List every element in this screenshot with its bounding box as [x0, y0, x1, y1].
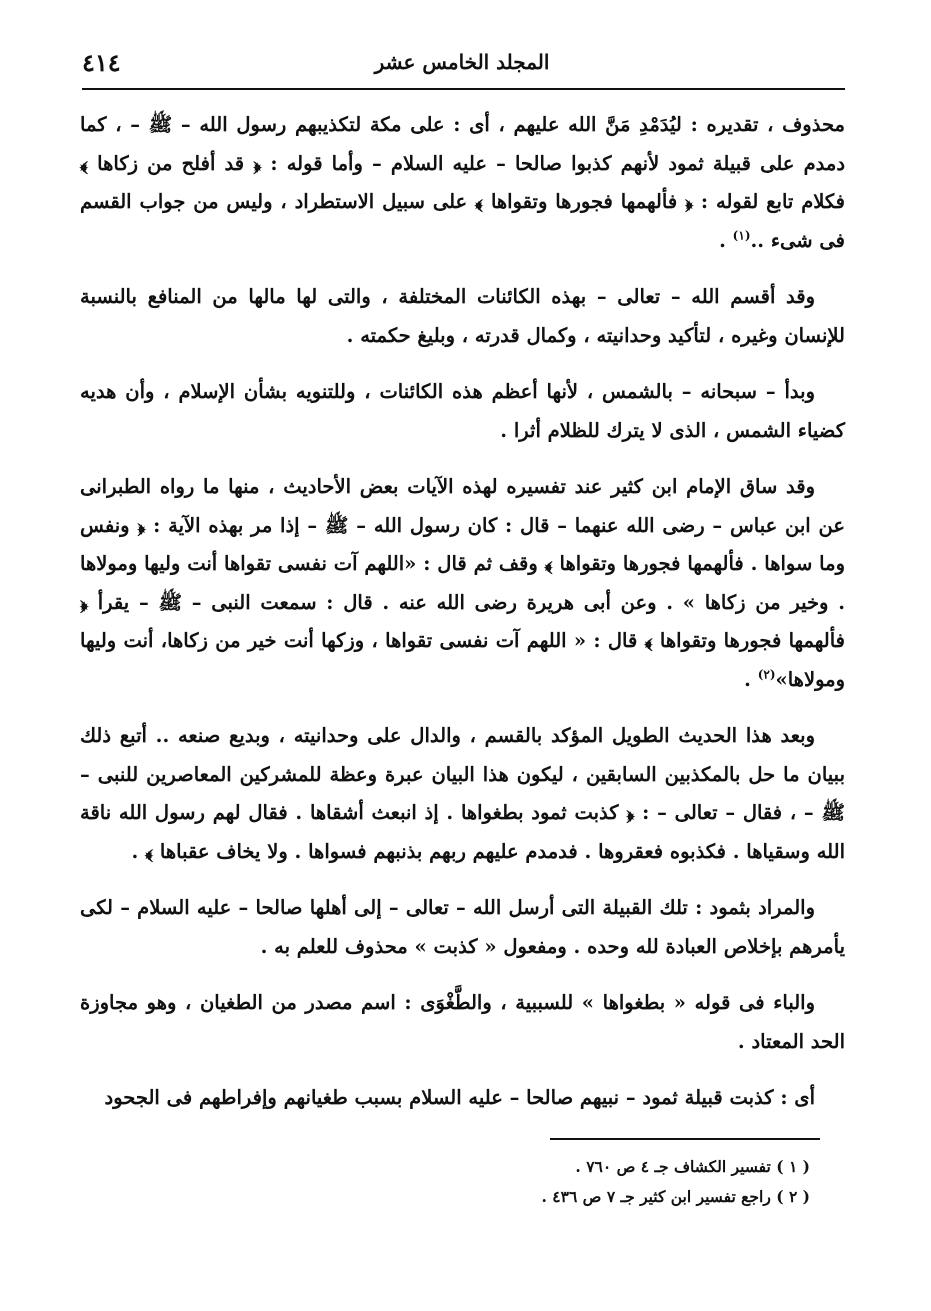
- paragraph-6: والمراد بثمود : تلك القبيلة التى أرسل الله – تعالى – إلى أهلها صالحا – عليه السلام – لكى يأمرهم بإخلاص العبادة لله وحده . ومفعول « كذبت » محذوف للعلم به .: [80, 896, 845, 958]
- header-rule: [82, 88, 845, 90]
- footnote-ref-2: (٢): [757, 667, 776, 681]
- page-header: [82, 44, 842, 86]
- paragraph-4: وقد ساق الإمام ابن كثير عند تفسيره لهذه الآيات بعض الأحاديث ، منها ما رواه الطبرانى عن ابن عباس – رضى الله عنهما – قال : كان رسول الله – ﷺ – إذا مر بهذه الآية : ﴿ ونفس وما سواها . فألهمها فجورها وتقواها ﴾ وقف ثم قال : «اللهم آت نفسى تقواها أنت وليها ومولاها . وخير من زكاها » . وعن أبى هريرة رضى الله عنه . قال : سمعت النبى – ﷺ – يقرأ ﴿ فألهمها فجورها وتقواها ﴾ قال : « اللهم آت نفسى تقواها ، وزكها أنت خير من زكاها، أنت وليها ومولاها»$^{(٢)}$ .: [80, 475, 845, 691]
- running-title: المجلد الخامس عشر: [374, 50, 550, 74]
- paragraph-7: والباء فى قوله « بطغواها » للسببية ، والطَّغْوَى : اسم مصدر من الطغيان ، وهو مجاوزة الحد المعتاد .: [80, 991, 845, 1053]
- paragraph-8: أى : كذبت قبيلة ثمود – نبيهم صالحا – عليه السلام بسبب طغيانهم وإفراطهم فى الجحود: [104, 1086, 815, 1109]
- paragraph-1: محذوف ، تقديره : ليُدَمْدِ مَنَّ الله عليهم ، أى : على مكة لتكذيبهم رسول الله – ﷺ – ، كما دمدم على قبيلة ثمود لأنهم كذبوا صالحا – عليه السلام – وأما قوله : ﴿ قد أفلح من زكاها ﴾ فكلام تابع لقوله : ﴿ فألهمها فجورها وتقواها ﴾ على سبيل الاستطراد ، وليس من جواب القسم فى شىء ..$^{(١)}$ .: [80, 113, 846, 252]
- footnote-rule: [550, 1138, 820, 1140]
- footnotes: [380, 1152, 810, 1212]
- paragraph-2: وقد أقسم الله – تعالى – بهذه الكائنات المختلفة ، والتى لها مالها من المنافع بالنسبة للإنسان وغيره ، لتأكيد وحدانيته ، وكمال قدرته ، وبليغ حكمته .: [80, 285, 845, 347]
- paragraph-4-text: وقد ساق الإمام ابن كثير عند تفسيره لهذه الآيات بعض الأحاديث ، منها ما رواه الطبرانى عن ابن عباس – رضى الله عنهما – قال : كان رسول الله – ﷺ – إذا مر بهذه الآية : ﴿ ونفس وما سواها . فألهمها فجورها وتقواها ﴾ وقف ثم قال : «اللهم آت نفسى تقواها أنت وليها ومولاها . وخير من زكاها » . وعن أبى هريرة رضى الله عنه . قال : سمعت النبى – ﷺ – يقرأ ﴿ فألهمها فجورها وتقواها ﴾ قال : « اللهم آت نفسى تقواها ، وزكها أنت خير من زكاها، أنت وليها ومولاها»: [80, 475, 845, 691]
- paragraph-5: وبعد هذا الحديث الطويل المؤكد بالقسم ، والدال على وحدانيته ، وبديع صنعه .. أتبع ذلك ببيان ما حل بالمكذبين السابقين ، ليكون هذا البيان عبرة وعظة للمشركين المعاصرين للنبى – ﷺ – ، فقال – تعالى – : ﴿ كذبت ثمود بطغواها . إذ انبعث أشقاها . فقال لهم رسول الله ناقة الله وسقياها . فكذبوه فعقروها . فدمدم عليهم ربهم بذنبهم فسواها . ولا يخاف عقباها ﴾ .: [80, 724, 845, 863]
- page-number: ٤١٤: [82, 48, 121, 77]
- footnote-ref-1: (١): [732, 228, 751, 242]
- paragraph-3: وبدأ – سبحانه – بالشمس ، لأنها أعظم هذه الكائنات ، وللتنويه بشأن الإسلام ، وأن هديه كضياء الشمس ، الذى لا يترك للظلام أثرا .: [80, 380, 845, 442]
- paragraph-1-text: محذوف ، تقديره : ليُدَمْدِ مَنَّ الله عليهم ، أى : على مكة لتكذيبهم رسول الله – ﷺ – ، كما دمدم على قبيلة ثمود لأنهم كذبوا صالحا – عليه السلام – وأما قوله : ﴿ قد أفلح من زكاها ﴾ فكلام تابع لقوله : ﴿ فألهمها فجورها وتقواها ﴾ على سبيل الاستطراد ، وليس من جواب القسم فى شىء ..: [80, 113, 846, 252]
- footnote-2: ( ٢ ) راجع تفسير ابن كثير جـ ٧ ص ٤٣٦ .: [541, 1187, 810, 1206]
- main-text: [80, 106, 845, 1136]
- footnote-1: ( ١ ) تفسير الكشاف جـ ٤ ص ٧٦٠ .: [575, 1157, 810, 1176]
